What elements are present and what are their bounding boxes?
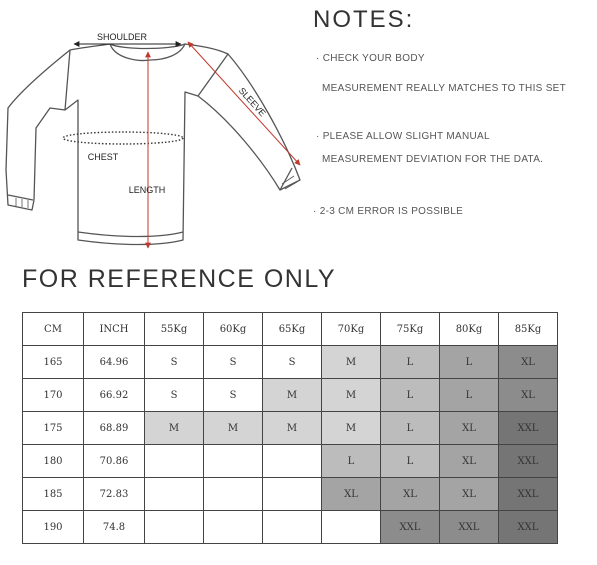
size-cell bbox=[145, 478, 204, 511]
note-line-5: · 2-3 CM ERROR IS POSSIBLE bbox=[313, 206, 464, 217]
height-inch-cell: 70.86 bbox=[84, 445, 145, 478]
size-cell bbox=[145, 511, 204, 544]
size-cell: L bbox=[381, 379, 440, 412]
height-inch-cell: 72.83 bbox=[84, 478, 145, 511]
height-inch-cell: 66.92 bbox=[84, 379, 145, 412]
note-line-3: · PLEASE ALLOW SLIGHT MANUAL bbox=[316, 131, 490, 142]
size-cell: XL bbox=[440, 412, 499, 445]
header-cell: CM bbox=[23, 313, 84, 346]
size-cell: XXL bbox=[499, 478, 558, 511]
size-cell: S bbox=[263, 346, 322, 379]
size-cell: L bbox=[381, 445, 440, 478]
size-cell bbox=[204, 511, 263, 544]
table-row bbox=[23, 412, 558, 445]
sleeve-arrow bbox=[188, 42, 300, 165]
table-row bbox=[23, 379, 558, 412]
size-cell: M bbox=[204, 412, 263, 445]
garment-diagram bbox=[0, 0, 310, 260]
header-cell: 75Kg bbox=[381, 313, 440, 346]
height-inch-cell: 74.8 bbox=[84, 511, 145, 544]
sleeve-label: SLEEVE bbox=[236, 85, 268, 119]
size-cell: L bbox=[440, 346, 499, 379]
size-cell: M bbox=[145, 412, 204, 445]
height-cm-cell: 190 bbox=[23, 511, 84, 544]
height-inch-cell: 64.96 bbox=[84, 346, 145, 379]
chest-label: CHEST bbox=[87, 152, 119, 162]
note-line-1: · CHECK YOUR BODY bbox=[316, 53, 425, 64]
header-cell: INCH bbox=[84, 313, 145, 346]
size-cell: XL bbox=[322, 478, 381, 511]
height-cm-cell: 165 bbox=[23, 346, 84, 379]
size-cell: S bbox=[204, 346, 263, 379]
size-cell bbox=[263, 445, 322, 478]
size-cell: L bbox=[381, 346, 440, 379]
size-cell: XXL bbox=[440, 511, 499, 544]
size-cell: S bbox=[204, 379, 263, 412]
size-cell: XXL bbox=[499, 412, 558, 445]
size-cell: XXL bbox=[499, 511, 558, 544]
length-label: LENGTH bbox=[128, 185, 166, 195]
note-line-2: MEASUREMENT REALLY MATCHES TO THIS SET bbox=[322, 83, 567, 94]
table-row bbox=[23, 511, 558, 544]
size-cell: XL bbox=[440, 478, 499, 511]
table-row bbox=[23, 445, 558, 478]
shirt-outline bbox=[6, 44, 300, 245]
size-cell: L bbox=[440, 379, 499, 412]
size-cell: M bbox=[322, 346, 381, 379]
height-inch-cell: 68.89 bbox=[84, 412, 145, 445]
header-cell: 80Kg bbox=[440, 313, 499, 346]
size-cell: M bbox=[322, 412, 381, 445]
notes-title: NOTES: bbox=[313, 6, 415, 33]
size-cell bbox=[204, 445, 263, 478]
size-cell: XL bbox=[381, 478, 440, 511]
size-cell: XL bbox=[440, 445, 499, 478]
size-cell: S bbox=[145, 379, 204, 412]
size-chart-table bbox=[22, 312, 558, 544]
size-cell: M bbox=[322, 379, 381, 412]
size-cell: XL bbox=[499, 346, 558, 379]
note-line-4: MEASUREMENT DEVIATION FOR THE DATA. bbox=[322, 154, 544, 165]
header-cell: 60Kg bbox=[204, 313, 263, 346]
reference-title: FOR REFERENCE ONLY bbox=[22, 265, 337, 293]
height-cm-cell: 175 bbox=[23, 412, 84, 445]
size-cell: XL bbox=[499, 379, 558, 412]
size-cell: L bbox=[322, 445, 381, 478]
size-cell: L bbox=[381, 412, 440, 445]
table-row bbox=[23, 478, 558, 511]
header-cell: 70Kg bbox=[322, 313, 381, 346]
table-header-row bbox=[23, 313, 558, 346]
size-cell bbox=[145, 445, 204, 478]
size-cell bbox=[263, 511, 322, 544]
size-cell bbox=[204, 478, 263, 511]
size-cell bbox=[263, 478, 322, 511]
header-cell: 85Kg bbox=[499, 313, 558, 346]
shoulder-label: SHOULDER bbox=[96, 32, 148, 42]
height-cm-cell: 185 bbox=[23, 478, 84, 511]
size-cell bbox=[322, 511, 381, 544]
size-cell: M bbox=[263, 412, 322, 445]
chest-measure-line bbox=[63, 132, 183, 144]
height-cm-cell: 180 bbox=[23, 445, 84, 478]
table-row bbox=[23, 346, 558, 379]
size-cell: XXL bbox=[499, 445, 558, 478]
size-cell: XXL bbox=[381, 511, 440, 544]
size-cell: S bbox=[145, 346, 204, 379]
size-cell: M bbox=[263, 379, 322, 412]
header-cell: 65Kg bbox=[263, 313, 322, 346]
height-cm-cell: 170 bbox=[23, 379, 84, 412]
header-cell: 55Kg bbox=[145, 313, 204, 346]
